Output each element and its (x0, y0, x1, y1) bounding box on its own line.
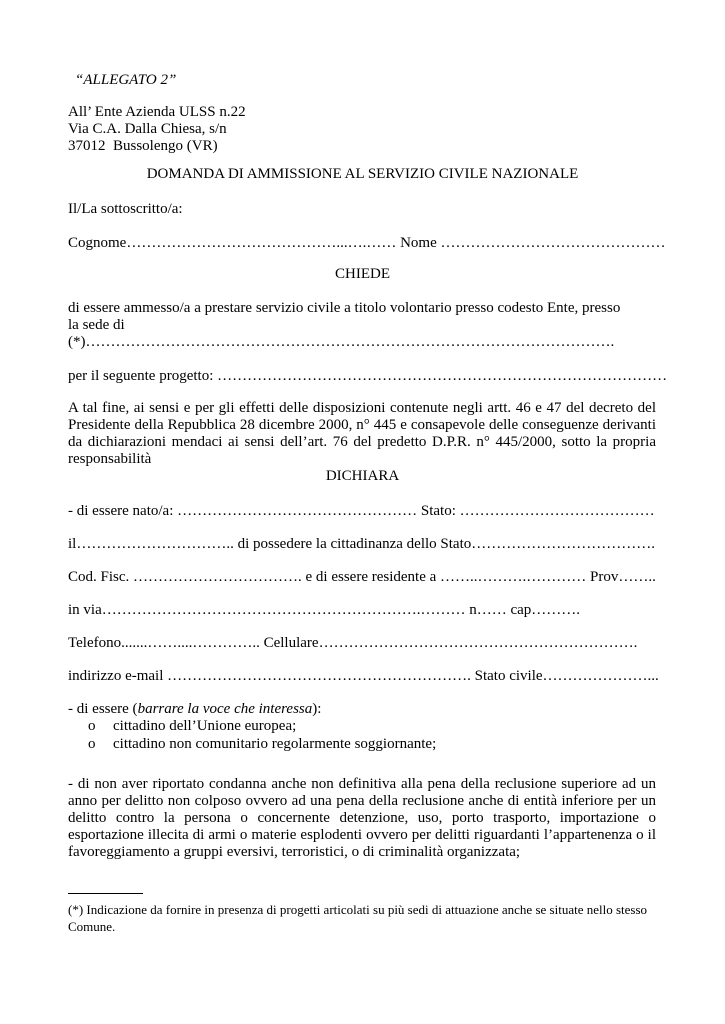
sede-field: (*)……………………………………………………………………………………………. (68, 334, 615, 350)
dichiara-heading: DICHIARA (325, 468, 400, 484)
chiede-text-line-2: la sede di (68, 317, 125, 333)
address-line-3: 37012 Bussolengo (VR) (68, 138, 218, 154)
allegato-label: “ALLEGATO 2” (75, 72, 177, 88)
telefono-field: Telefono.......……....………….. Cellulare………………………………………………………. (68, 635, 638, 651)
bullet-icon: o (88, 736, 96, 752)
bullet-icon: o (88, 718, 96, 734)
address-line-2: Via C.A. Dalla Chiesa, s/n (68, 121, 227, 137)
di-essere-label (68, 701, 321, 718)
email-field: indirizzo e-mail ……………………………………………………. Stato civile…………………... (68, 668, 659, 684)
di-essere-suffix: ): (312, 701, 322, 717)
condanna-paragraph: - di non aver riportato condanna anche non definitiva alla pena della reclusione superiore ad un anno per delitto non colposo ovvero ad una pena della reclusione anche di entità inferiore per un delitto contro la persona o concernente detenzione, uso, porto trasporto, importazione o esportazione illecita di armi o materie esplodenti ovvero per delitti riguardanti l’appartenenza o il favoreggiamento a gruppi eversivi, terroristici, o di criminalità organizzata; (68, 776, 656, 860)
option-cittadino-non-comunitario: cittadino non comunitario regolarmente soggiornante; (113, 736, 437, 752)
chiede-heading: CHIEDE (335, 266, 390, 282)
di-essere-italic: barrare la voce che interessa (137, 701, 313, 717)
footnote-separator (68, 893, 143, 894)
progetto-field: per il seguente progetto: ……………………………………………………………………………… (68, 368, 668, 384)
indirizzo-field: in via……………………………………………………….……… n…… cap………. (68, 602, 581, 618)
nascita-field: - di essere nato/a: ………………………………………… Stato: ………………………………… (68, 503, 655, 519)
document-title: DOMANDA DI AMMISSIONE AL SERVIZIO CIVILE NAZIONALE (146, 166, 579, 182)
footnote: (*) Indicazione da fornire in presenza di progetti articolati su più sedi di attuazione anche se situate nello stesso Comune. (68, 902, 648, 934)
fine-paragraph: A tal fine, ai sensi e per gli effetti delle disposizioni contenute negli artt. 46 e 47 del decreto del Presidente della Repubblica 28 dicembre 2000, n° 445 e consapevole delle conseguenze derivanti da dichiarazioni mendaci ai sensi dell’art. 76 del predetto D.P.R. n° 445/2000, sotto la propria responsabilità (68, 400, 656, 467)
cognome-nome-field: Cognome……………………………………...….…… Nome ……………………………………… (68, 235, 666, 251)
cittadinanza-field: il………………………….. di possedere la cittadinanza dello Stato………………………………. (68, 536, 656, 552)
codice-fiscale-field: Cod. Fisc. ……………………………. e di essere residente a ……..……….………… Prov…….. (68, 569, 656, 585)
sottoscritto-label: Il/La sottoscritto/a: (68, 201, 183, 217)
address-line-1: All’ Ente Azienda ULSS n.22 (68, 104, 246, 120)
di-essere-prefix: - di essere ( (68, 701, 138, 717)
chiede-text-line-1: di essere ammesso/a a prestare servizio civile a titolo volontario presso codesto Ente, presso (68, 300, 621, 316)
option-cittadino-ue: cittadino dell’Unione europea; (113, 718, 297, 734)
